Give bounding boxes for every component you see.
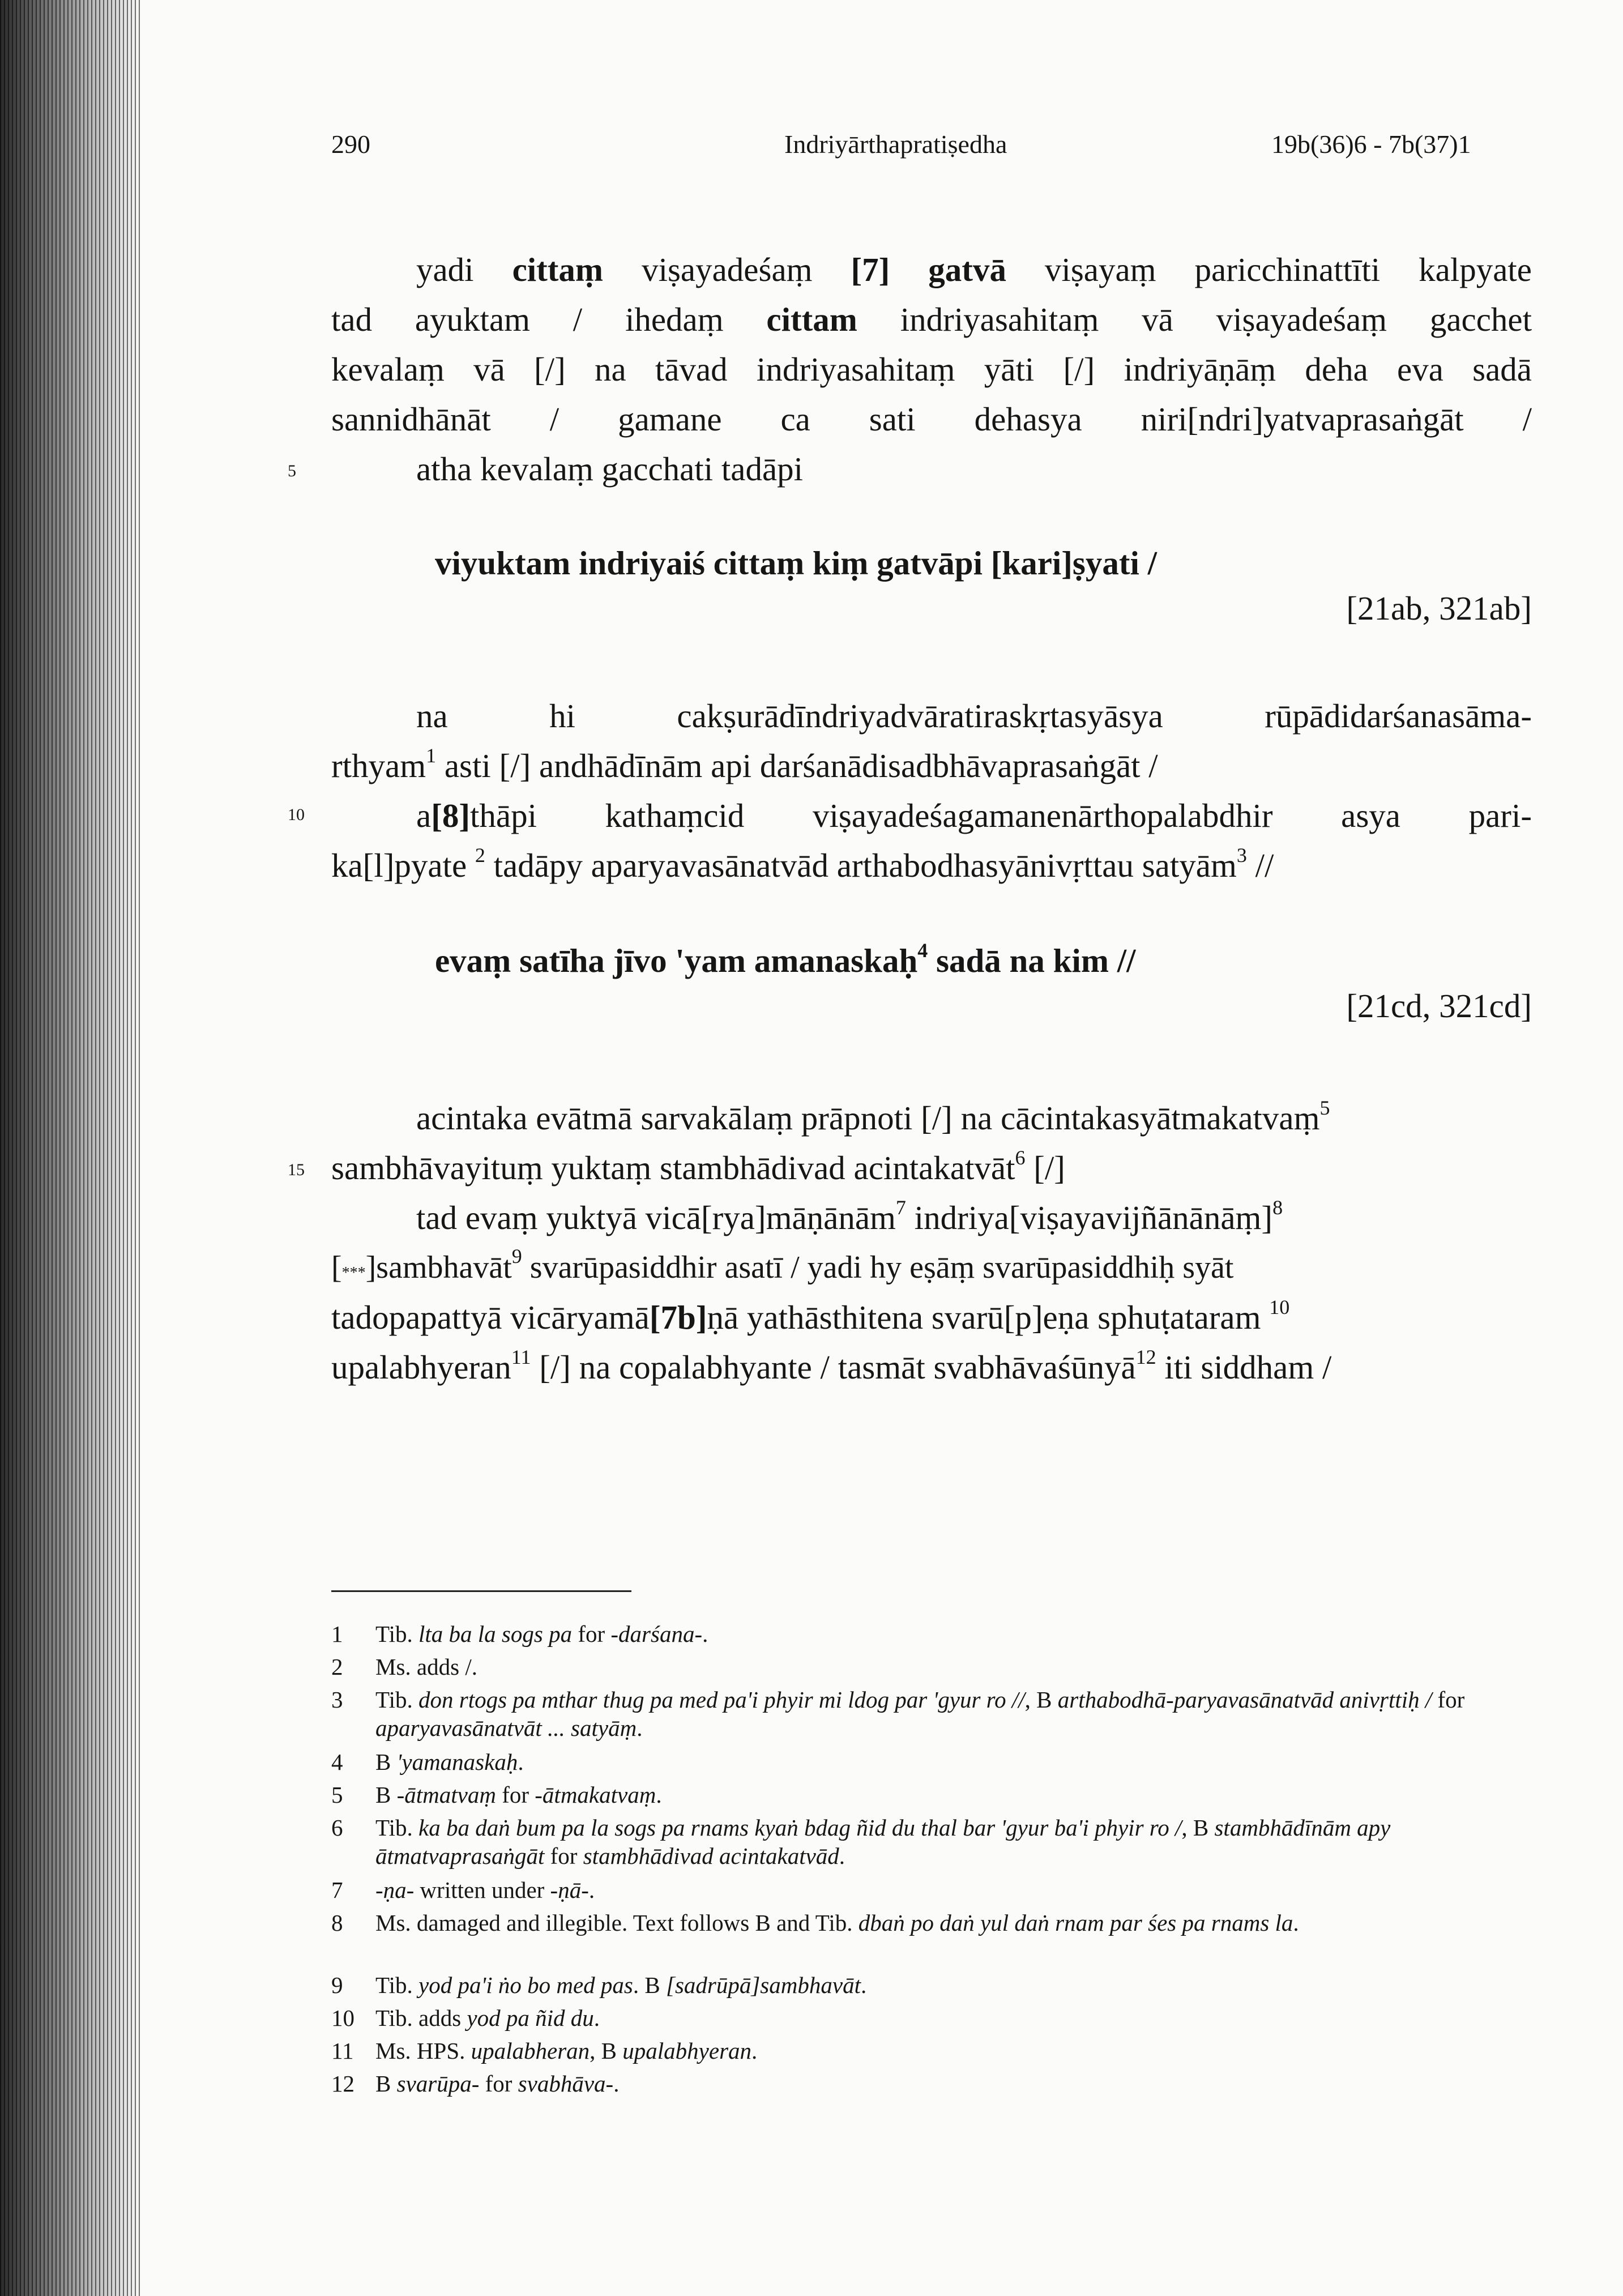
text-line: upalabhyeran$^{11}$ [/] na copalabhyante / tasmāt svabhāvaśūnyā$^{12}$ iti siddham / (331, 1346, 1332, 1386)
verse-reference: [21ab, 321ab] (1346, 590, 1532, 627)
text-line: acintaka evātmā sarvakālaṃ prāpnoti [/] na cācintakasyātmakatvaṃ$^5$ (416, 1096, 1330, 1137)
verse-line: viyuktam indriyaiś cittaṃ kiṃ gatvāpi [kari]ṣyati / (435, 544, 1158, 582)
text-line: tad ayuktam / ihedaṃ cittam indriyasahitaṃ vā viṣayadeśaṃ gacchet (331, 301, 1532, 338)
running-title: Indriyārthapratiṣedha (784, 130, 1007, 159)
verse-reference: [21cd, 321cd] (1346, 987, 1532, 1025)
text-line: na hi cakṣurādīndriyadvāratiraskṛtasyāsya rūpādidarśanasāma- (416, 697, 1532, 735)
line-number-15: 15 (288, 1160, 305, 1179)
text-line: a[8]thāpi kathaṃcid viṣayadeśagamanenārthopalabdhir asya pari- (416, 797, 1532, 834)
book-binding-shadow (0, 0, 142, 2296)
text-line: tad evaṃ yuktyā vicā[rya]māṇānām$^7$ indriya[viṣayavijñānānāṃ]$^8$ (416, 1196, 1283, 1236)
text-line: [***]sambhavāt$^9$ svarūpasiddhir asatī / yadi hy eṣāṃ svarūpasiddhiḥ syāt (331, 1245, 1234, 1285)
text-line: rthyam$^1$ asti [/] andhādīnām api darśanādisadbhāvaprasaṅgāt / (331, 744, 1158, 784)
line-number-5: 5 (288, 462, 296, 480)
text-line: atha kevalaṃ gacchati tadāpi (416, 450, 804, 488)
line-number-10: 10 (288, 805, 305, 824)
text-line: sannidhānāt / gamane ca sati dehasya niri[ndri]yatvaprasaṅgāt / (331, 400, 1532, 438)
text-line: sambhāvayituṃ yuktaṃ stambhādivad acintakatvāt$^6$ [/] (331, 1146, 1065, 1187)
text-line: ka[l]pyate $^2$ tadāpy aparyavasānatvād arthabodhasyānivṛttau satyām$^3$ // (331, 844, 1274, 884)
text-line: tadopapattyā vicāryamā[7b]ṇā yathāsthitena svarū[p]eṇa sphuṭataram $^{10}$ (331, 1296, 1290, 1336)
footnote-separator (331, 1590, 631, 1592)
verse-line: evaṃ satīha jīvo 'yam amanaskaḥ$^4$ sadā na kim // (435, 939, 1136, 979)
text-line: yadi cittaṃ viṣayadeśaṃ [7] gatvā viṣayaṃ paricchinattīti kalpyate (416, 251, 1532, 288)
page-number: 290 (331, 130, 370, 159)
folio-reference: 19b(36)6 - 7b(37)1 (1271, 130, 1471, 159)
text-line: kevalaṃ vā [/] na tāvad indriyasahitaṃ yāti [/] indriyāṇāṃ deha eva sadā (331, 351, 1532, 388)
